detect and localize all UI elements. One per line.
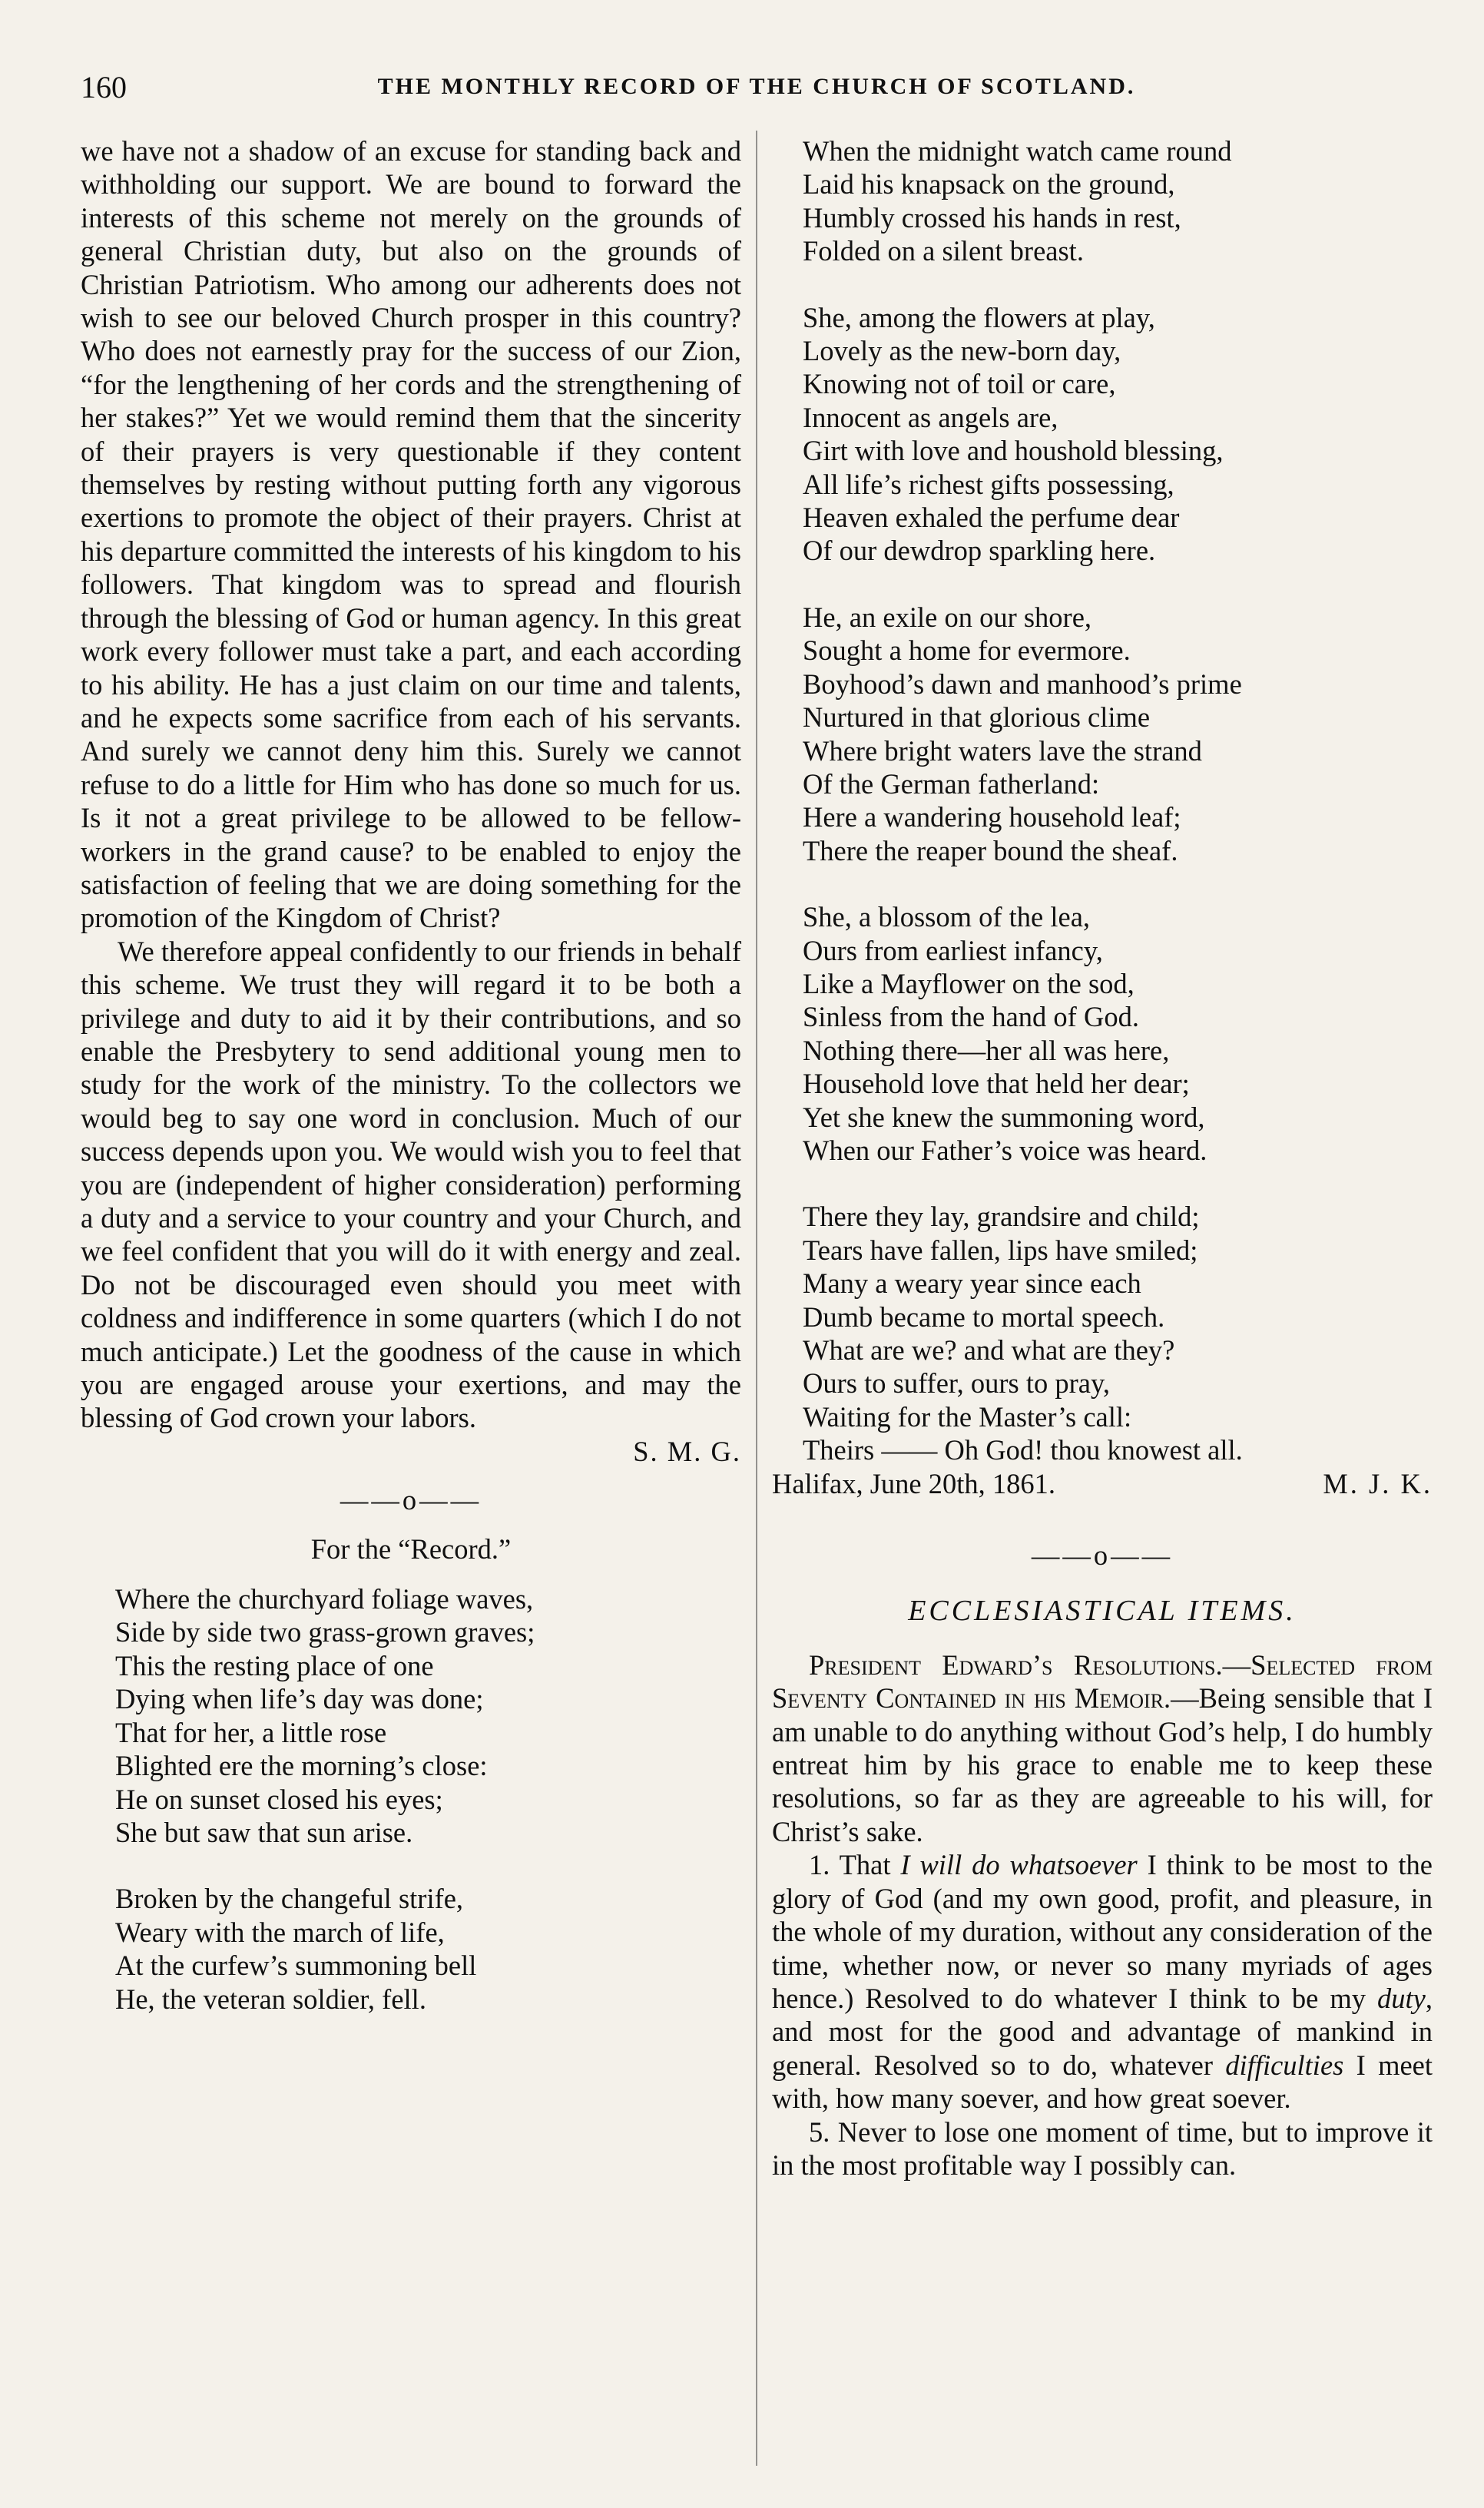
poem-line: Weary with the march of life, <box>115 1916 445 1948</box>
signature: S. M. G. <box>633 1435 741 1467</box>
poem-stanza-6 <box>803 900 1433 1167</box>
poem-line: Many a weary year since each <box>803 1267 1141 1300</box>
section-title: ECCLESIASTICAL ITEMS. <box>908 1595 1297 1628</box>
signature-line <box>81 1435 741 1468</box>
poem-line: Dumb became to mortal speech. <box>803 1300 1165 1333</box>
poem-line: Laid his knapsack on the ground, <box>803 168 1175 200</box>
resolutions-heading: President Edward’s Resolutions.—Selected from Seventy Contained in his Memoir. <box>772 1648 1433 1715</box>
poem-line: Side by side two grass-grown graves; <box>115 1616 535 1648</box>
poem-continued <box>803 134 1433 1467</box>
poem-line: At the curfew’s summoning bell <box>115 1950 477 1982</box>
right-column <box>772 134 1433 2182</box>
poem-line: Broken by the changeful strife, <box>115 1883 464 1915</box>
ornament-divider-2: ——o—— <box>1031 1539 1174 1572</box>
poem-line: Of the German fatherland: <box>803 767 1100 800</box>
poem-line: Of our dewdrop sparkling here. <box>803 535 1156 567</box>
poem-stanza-4 <box>803 301 1433 568</box>
poem-line: Boyhood’s dawn and manhood’s prime <box>803 668 1242 700</box>
poem-line: Lovely as the new-born day, <box>803 335 1121 367</box>
poem-line: Nurtured in that glorious clime <box>803 701 1151 734</box>
page-number: 160 <box>81 70 127 104</box>
poem-line: Like a Mayflower on the sod, <box>803 967 1135 999</box>
poem-line: Where the churchyard foliage waves, <box>115 1583 534 1615</box>
resolutions-intro-text: —Being sensible that I am unable to do anything without God’s help, I do humbly entreat him by his grace to enable me to keep these resolutions, so far as they are agreeable to his will, for Christ’s sake. <box>772 1682 1433 1847</box>
poem-line: He on sunset closed his eyes; <box>115 1783 443 1815</box>
poem-line: Ours from earliest infancy, <box>803 934 1103 966</box>
poem-line: Folded on a silent breast. <box>803 235 1084 267</box>
poem-line: This the resting place of one <box>115 1649 434 1681</box>
poem-line: There they lay, grandsire and child; <box>803 1201 1200 1233</box>
poem-stanza-3 <box>803 134 1433 268</box>
poem-dateline <box>772 1467 1433 1500</box>
poem-line: Blighted ere the morning’s close: <box>115 1750 488 1782</box>
article-paragraph-1: we have not a shadow of an excuse for standing back and withholding our support. We are bound to forward the interests of this scheme not merely on the grounds of general Christian duty, but also on the grounds of Christian Patriotism. Who among our adherents does not wish to see our beloved Church prosper in this country? Who does not earnestly pray for the success of our Zion, “for the lengthening of her cords and the strengthening of her stakes?” Yet we would remind them that the sincerity of their prayers is very questionable if they content themselves by resting without putting forth any vigorous exertions to promote the object of their prayers. Christ at his departure committed the interests of his kingdom to his followers. That kingdom was to spread and flourish through the blessing of God or human agency. In this great work every follower must take a part, and each according to his ability. He has a just claim on our time and talents, and he expects some sacrifice from each of his servants. And surely we cannot deny him this. Surely we cannot refuse to do a little for Him who has done so much for us. Is it not a great privilege to be allowed to be fellow-workers in the grand cause? to be enabled to enjoy the satisfaction of feeling that we are doing something for the promotion of the Kingdom of Christ? <box>81 135 741 934</box>
poem-line: Girt with love and houshold blessing, <box>803 435 1224 467</box>
poem-line: When the midnight watch came round <box>803 135 1232 167</box>
poem-line: Innocent as angels are, <box>803 401 1058 433</box>
resolutions <box>772 1648 1433 2182</box>
resolution-5: 5. Never to lose one moment of time, but to improve it in the most profitable way I possibly can. <box>772 2115 1433 2181</box>
poem-line: Where bright waters lave the strand <box>803 734 1202 767</box>
poem-line: What are we? and what are they? <box>803 1334 1175 1366</box>
resolution-1: 1. That I will do whatsoever I think to be most to the glory of God (and my own good, profit, and pleasure, in the whole of my duration, without any consideration of the time, whether now, or never so many myriads of ages hence.) Resolved to do whatever I think to be my duty, and most for the good and advantage of mankind in general. Resolved so to do, whatever difficulties I meet with, how many soever, and how great soever. <box>772 1849 1433 2115</box>
poem-line: Sought a home for evermore. <box>803 634 1131 667</box>
poem-stanza-1 <box>115 1582 741 1849</box>
dateline-place-date: Halifax, June 20th, 1861. <box>772 1467 1055 1499</box>
poem-line: Knowing not of toil or care, <box>803 368 1116 400</box>
resolutions-intro <box>772 1648 1433 1848</box>
poem-line: Tears have fallen, lips have smiled; <box>803 1234 1198 1266</box>
poem-line: Yet she knew the summoning word, <box>803 1101 1205 1133</box>
poem-line: Ours to suffer, ours to pray, <box>803 1367 1110 1400</box>
left-column <box>81 134 741 2016</box>
poem-line: She, a blossom of the lea, <box>803 901 1091 933</box>
poem-line: Household love that held her dear; <box>803 1068 1190 1100</box>
article-text <box>81 134 741 1468</box>
poem-line: Waiting for the Master’s call: <box>803 1400 1132 1433</box>
running-title: THE MONTHLY RECORD OF THE CHURCH OF SCOTLAND. <box>377 74 1136 99</box>
poem-line: He, an exile on our shore, <box>803 601 1092 633</box>
poem-line: Here a wandering household leaf; <box>803 801 1181 833</box>
poem-line: Dying when life’s day was done; <box>115 1683 484 1715</box>
poem <box>115 1582 741 2016</box>
poem-line: Heaven exhaled the perfume dear <box>803 502 1180 534</box>
poem-line: He, the veteran soldier, fell. <box>115 1983 426 2015</box>
poem-stanza-7 <box>803 1200 1433 1466</box>
article-paragraph-2: We therefore appeal confidently to our friends in behalf this scheme. We trust they will regard it to be both a privilege and duty to aid it by their contributions, and so enable the Presbytery to send additional young men to study for the work of the ministry. To the collectors we would beg to say one word in conclusion. Much of our success depends upon you. We would wish you to feel that you are (independent of higher consideration) performing a duty and a service to your country and your Church, and we feel confident that you will do it with energy and zeal. Do not be discouraged even should you meet with coldness and indifference in some quarters (which I do not much anticipate.) Let the goodness of the cause in which you are engaged arouse your exertions, and may the blessing of God crown your labors. <box>81 935 741 1434</box>
poem-line: There the reaper bound the sheaf. <box>803 834 1178 866</box>
poem-line: That for her, a little rose <box>115 1716 387 1748</box>
poem-line: Sinless from the hand of God. <box>803 1001 1139 1033</box>
page-header <box>81 69 1433 115</box>
poem-stanza-5 <box>803 601 1433 867</box>
poem-line: All life’s richest gifts possessing, <box>803 468 1174 500</box>
poem-attribution: For the “Record.” <box>310 1532 512 1565</box>
poem-initials: M. J. K. <box>1323 1467 1433 1499</box>
poem-line: When our Father’s voice was heard. <box>803 1134 1207 1166</box>
column-divider <box>756 131 757 2466</box>
poem-line: Theirs —— Oh God! thou knowest all. <box>803 1434 1243 1466</box>
poem-line: Humbly crossed his hands in rest, <box>803 201 1181 234</box>
poem-line: She but saw that sun arise. <box>115 1816 413 1848</box>
poem-line: She, among the flowers at play, <box>803 301 1155 333</box>
ornament-divider: ——o—— <box>340 1484 482 1516</box>
poem-line: Nothing there—her all was here, <box>803 1034 1170 1066</box>
poem-stanza-2 <box>115 1882 741 2016</box>
